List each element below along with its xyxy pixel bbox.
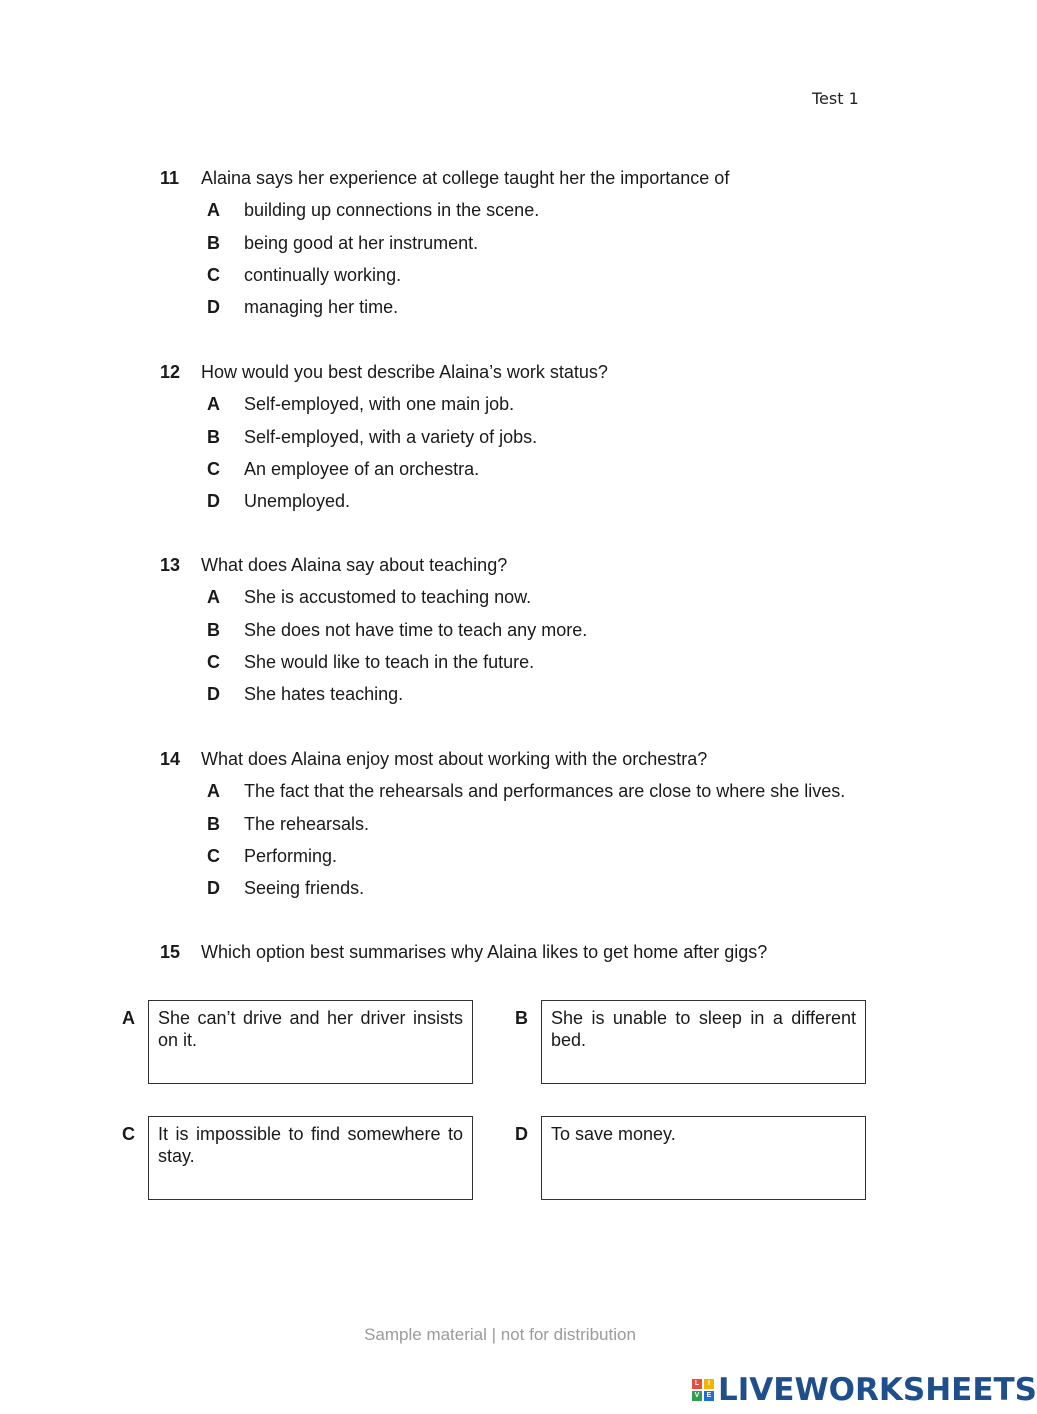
question-13 xyxy=(0,554,1000,705)
option-text: The rehearsals. xyxy=(244,813,370,834)
question-number: 15 xyxy=(160,942,181,962)
option-text: Seeing friends. xyxy=(244,878,365,899)
option-text: Self-employed, with a variety of jobs. xyxy=(244,426,538,447)
option-text: She is accustomed to teaching now. xyxy=(244,587,532,608)
option-letter: D xyxy=(207,878,220,899)
option-b[interactable] xyxy=(0,426,1000,448)
option-text: She would like to teach in the future. xyxy=(244,651,535,672)
option-text: Self-employed, with one main job. xyxy=(244,394,515,415)
option-box-a[interactable]: She can’t drive and her driver insists on it. xyxy=(148,1000,473,1084)
option-letter: D xyxy=(207,491,220,512)
option-a[interactable] xyxy=(0,393,1000,415)
option-letter-d: D xyxy=(515,1124,528,1144)
option-text: managing her time. xyxy=(244,297,399,318)
option-c[interactable] xyxy=(0,264,1000,286)
question-15 xyxy=(0,941,1000,963)
option-letter: C xyxy=(207,264,220,285)
option-letter: B xyxy=(207,619,220,640)
logo-square: I xyxy=(704,1379,714,1389)
option-letter: B xyxy=(207,232,220,253)
option-letter: D xyxy=(207,297,220,318)
option-d[interactable] xyxy=(0,683,1000,705)
option-box-c[interactable]: It is impossible to find somewhere to stay. xyxy=(148,1116,473,1200)
option-letter-a: A xyxy=(122,1008,135,1028)
option-a[interactable] xyxy=(0,780,1000,802)
option-text: continually working. xyxy=(244,264,402,285)
question-14 xyxy=(0,748,1000,899)
option-box-d[interactable]: To save money. xyxy=(541,1116,866,1200)
question-number: 12 xyxy=(160,362,181,382)
question-number: 11 xyxy=(160,168,180,188)
option-b[interactable] xyxy=(0,232,1000,254)
option-box-b[interactable]: She is unable to sleep in a different bed. xyxy=(541,1000,866,1084)
option-letter: A xyxy=(207,394,220,415)
question-number: 14 xyxy=(160,749,181,769)
question-12 xyxy=(0,361,1000,512)
option-letter-b: B xyxy=(515,1008,528,1028)
liveworksheets-logo-icon xyxy=(692,1379,714,1401)
question-text: Which option best summarises why Alaina likes to get home after gigs? xyxy=(201,942,768,962)
option-letter: C xyxy=(207,458,220,479)
logo-square: L xyxy=(692,1379,702,1389)
option-text: Unemployed. xyxy=(244,491,351,512)
logo-square: E xyxy=(704,1391,714,1401)
option-d[interactable] xyxy=(0,296,1000,318)
question-number: 13 xyxy=(160,555,181,575)
question-text: How would you best describe Alaina’s work status? xyxy=(201,362,608,382)
option-c[interactable] xyxy=(0,845,1000,867)
brand-name: LIVEWORKSHEETS xyxy=(718,1372,1037,1408)
option-text: An employee of an orchestra. xyxy=(244,458,480,479)
option-b[interactable] xyxy=(0,619,1000,641)
question-11 xyxy=(0,167,1000,318)
option-text: building up connections in the scene. xyxy=(244,200,540,221)
option-letter: D xyxy=(207,684,220,705)
brand-logo-link[interactable] xyxy=(692,1372,1037,1408)
option-letter: B xyxy=(207,813,220,834)
option-letter: C xyxy=(207,845,220,866)
logo-square: V xyxy=(692,1391,702,1401)
option-letter: A xyxy=(207,200,220,221)
option-text: She hates teaching. xyxy=(244,684,404,705)
option-letter-c: C xyxy=(122,1124,135,1144)
option-c[interactable] xyxy=(0,651,1000,673)
option-a[interactable] xyxy=(0,199,1000,221)
option-text: The fact that the rehearsals and performances are close to where she lives. xyxy=(244,781,846,802)
question-text: Alaina says her experience at college taught her the importance of xyxy=(201,168,730,188)
option-letter: A xyxy=(207,587,220,608)
option-letter: A xyxy=(207,781,220,802)
option-d[interactable] xyxy=(0,490,1000,512)
option-a[interactable] xyxy=(0,586,1000,608)
option-letter: C xyxy=(207,651,220,672)
option-d[interactable] xyxy=(0,877,1000,899)
question-text: What does Alaina say about teaching? xyxy=(201,555,508,575)
option-b[interactable] xyxy=(0,813,1000,835)
option-c[interactable] xyxy=(0,458,1000,480)
header-test-label: Test 1 xyxy=(812,89,859,108)
option-letter: B xyxy=(207,426,220,447)
option-text: being good at her instrument. xyxy=(244,232,479,253)
question-text: What does Alaina enjoy most about working with the orchestra? xyxy=(201,749,708,769)
option-text: Performing. xyxy=(244,845,338,866)
option-text: She does not have time to teach any more. xyxy=(244,619,588,640)
footer-notice: Sample material | not for distribution xyxy=(364,1325,636,1344)
